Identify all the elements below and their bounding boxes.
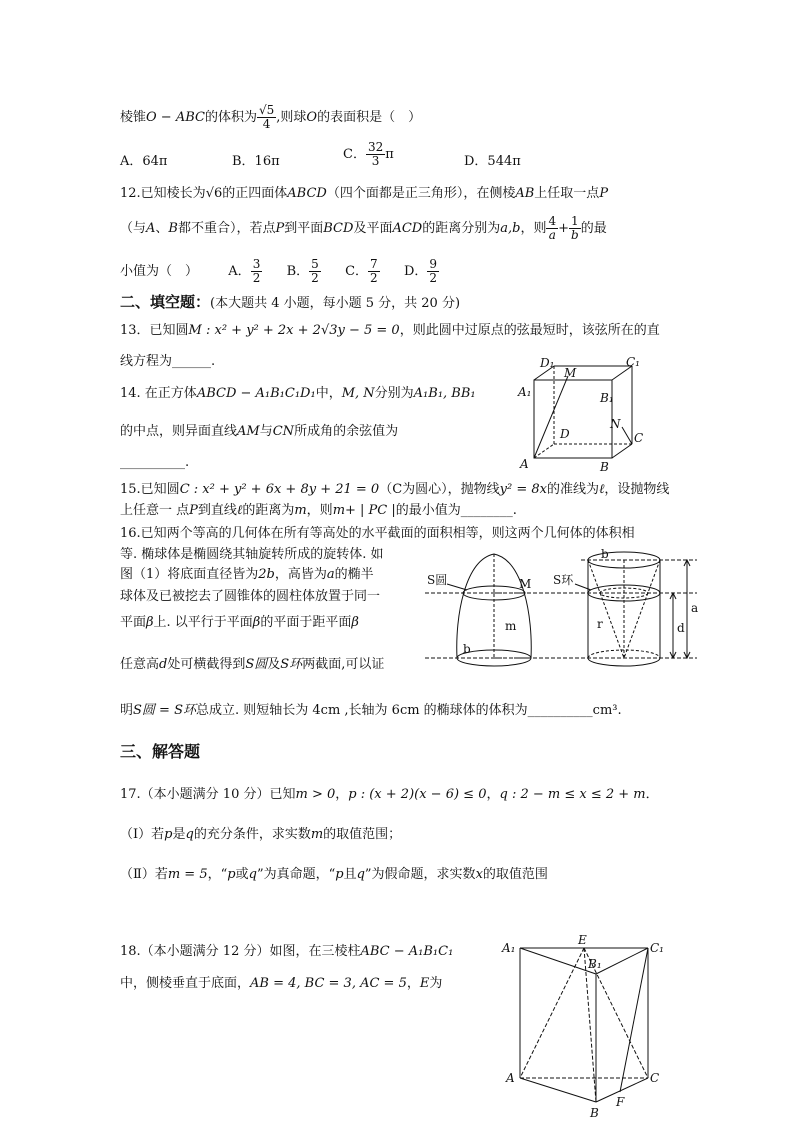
cube-label-b1: B₁ [600, 391, 614, 405]
q13-line-1: 13．已知圆M : x² + y² + 2x + 2√3y − 5 = 0，则此圆中过原点的弦最短时，该弦所在的直 [120, 323, 660, 338]
cube-label-c1: C₁ [626, 355, 640, 369]
q12-option-b: B． $\frac{5}{2}$ [286, 257, 319, 285]
ellipsoid-cylinder-figure [425, 546, 705, 676]
prism-label-a: A [506, 1071, 515, 1085]
q11-option-b: B．16π [232, 154, 280, 169]
q16-line-2: 等. 椭球体是椭圆绕其轴旋转所成的旋转体. 如 [120, 547, 384, 562]
q17-line-1: 17.（本小题满分 10 分）已知m > 0，p : (x + 2)(x − 6) ≤ 0，q : 2 − m ≤ x ≤ 2 + m． [120, 787, 659, 802]
label-d: d [677, 621, 685, 635]
cube-label-d1: D₁ [540, 356, 555, 370]
q12-option-c: C． $\frac{7}{2}$ [345, 257, 378, 285]
label-r: r [597, 617, 603, 631]
label-m-lower: m [505, 619, 517, 633]
cube-label-a1: A₁ [518, 385, 532, 399]
q14-line-2: 的中点，则异面直线AM与CN所成角的余弦值为 [120, 424, 399, 439]
section-2-heading: 二、填空题：(本大题共 4 小题，每小题 5 分，共 20 分) [120, 293, 461, 311]
q16-line-5: 平面β上. 以平行于平面β的平面于距平面β [120, 615, 359, 630]
q12-line-2: （与A、B都不重合），若点P到平面BCD及平面ACD的距离分别为a,b，则 $\frac{4}{a}$ + $\frac{1}{b}$ 的最 [120, 214, 607, 242]
q15-line-1: 15.已知圆C : x² + y² + 6x + 8y + 21 = 0（C为圆心），抛物线y² = 8x的准线为ℓ，设抛物线 [120, 482, 670, 497]
cube-label-m: M [564, 366, 577, 380]
q16-line-6: 任意高d处可横截得到S圆及S环两截面,可以证 [120, 657, 385, 672]
q11-option-c: C． $\frac{32}{3}$ π [343, 140, 394, 168]
q16-line-1: 16.已知两个等高的几何体在所有等高处的水平截面的面积相等，则这两个几何体的体积相 [120, 526, 635, 541]
q12-option-a: A． $\frac{3}{2}$ [228, 257, 261, 285]
q14-line-1: 14. 在正方体ABCD − A₁B₁C₁D₁中，M, N分别为A₁B₁, BB₁ [120, 386, 476, 401]
q17-line-2: （Ⅰ）若p是q的充分条件，求实数m的取值范围； [120, 827, 402, 842]
cube-label-c: C [634, 431, 644, 445]
prism-label-f: F [616, 1095, 625, 1109]
label-a: a [691, 601, 699, 615]
label-s-circle: S圆 [427, 573, 448, 587]
q11-stem: 棱锥O − ABC的体积为 $\frac{√5}{4}$ ,则球O的表面积是（ ） [120, 103, 422, 131]
prism-label-e: E [578, 933, 587, 947]
prism-label-c1: C₁ [650, 941, 664, 955]
q16-line-7: 明S圆 = S环总成立. 则短轴长为 4cm ,长轴为 6cm 的椭球体的体积为__________cm³. [120, 703, 622, 718]
label-s-ring: S环 [553, 573, 574, 587]
q14-line-3: __________. [120, 455, 190, 470]
prism-label-b1: B₁ [588, 957, 602, 971]
q13-line-2: 线方程为______. [120, 354, 216, 369]
segment-cn [622, 427, 632, 444]
q16-line-3: 图（1）将底面直径皆为2b，高皆为a的椭半 [120, 567, 374, 582]
cube-label-a: A [520, 457, 529, 471]
segment-c1f [620, 948, 648, 1092]
prism-figure [500, 930, 680, 1120]
q12-line-1: 12.已知棱长为√6的正四面体ABCD（四个面都是正三角形），在侧棱AB上任取一点P [120, 186, 609, 201]
q12-option-d: D． $\frac{9}{2}$ [403, 257, 438, 285]
cube-label-d: D [560, 427, 570, 441]
label-m-upper: M [519, 577, 532, 591]
prism-label-a1: A₁ [502, 941, 516, 955]
prism-label-c: C [650, 1071, 660, 1085]
q11-volume-fraction: $\frac{√5}{4}$ [258, 103, 275, 131]
q16-line-4: 球体及已被挖去了圆锥体的圆柱体放置于同一 [120, 589, 381, 604]
cube-figure [508, 352, 658, 474]
prism-label-b: B [590, 1106, 599, 1120]
cube-label-n: N [610, 417, 621, 431]
label-b-left: b [463, 642, 471, 656]
q18-line-1: 18.（本小题满分 12 分）如图，在三棱柱ABC − A₁B₁C₁ [120, 944, 454, 959]
q12-line-3: 小值为（ ） A． $\frac{3}{2}$ B． $\frac{5}{2}$ C． $\frac{7}{2}$ D． $\frac{9}{2}$ [120, 257, 438, 285]
q18-line-2: 中，侧棱垂直于底面，AB = 4, BC = 3, AC = 5，E为 [120, 976, 443, 991]
cube-label-b: B [600, 460, 609, 474]
q11-option-a: A．64π [120, 154, 168, 169]
segment-ae [520, 948, 584, 1078]
label-b-right: b [601, 547, 609, 561]
q17-line-3: （Ⅱ）若m = 5，“p或q”为真命题，“p且q”为假命题，求实数x的取值范围 [120, 867, 548, 882]
q15-line-2: 上任意一 点P到直线ℓ的距离为m，则m+ | PC |的最小值为________. [120, 503, 517, 518]
section-3-heading: 三、解答题 [120, 742, 201, 761]
q11-option-d: D．544π [464, 154, 521, 169]
